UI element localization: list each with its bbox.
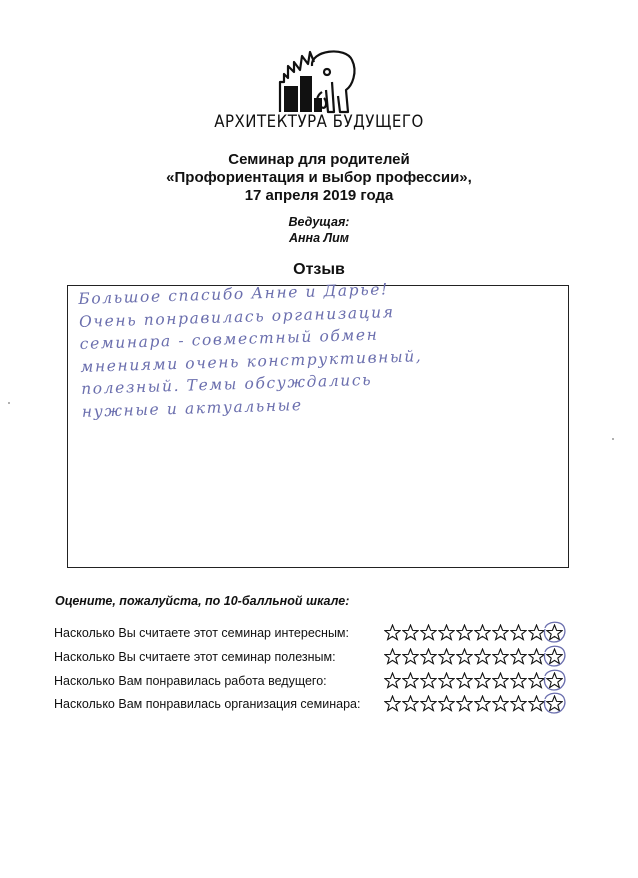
star-icon[interactable] <box>456 648 473 665</box>
star-icon[interactable] <box>456 624 473 641</box>
review-line: семинара - совместный обмен <box>79 325 379 353</box>
star-icon[interactable] <box>420 648 437 665</box>
question-text: Насколько Вам понравилась организация семинара: <box>54 697 361 711</box>
scan-speck <box>612 438 614 440</box>
star-icon[interactable] <box>510 695 527 712</box>
star-icon[interactable] <box>384 648 401 665</box>
title-line: Семинар для родителей <box>228 151 410 168</box>
score-circle-mark <box>541 690 567 716</box>
review-heading: Отзыв <box>293 261 345 278</box>
score-circle-mark <box>541 643 567 669</box>
star-rating <box>384 648 563 665</box>
review-box <box>67 280 569 568</box>
star-icon[interactable] <box>402 695 419 712</box>
review-line: Очень понравилась организация <box>78 302 395 331</box>
rating-prompt: Оцените, пожалуйста, по 10-балльной шкале: <box>55 594 350 608</box>
star-icon[interactable] <box>402 648 419 665</box>
star-icon[interactable] <box>474 648 491 665</box>
rating-row <box>54 624 594 644</box>
host-label: Ведущая: <box>288 215 350 229</box>
star-icon[interactable] <box>438 672 455 689</box>
star-rating <box>384 672 563 689</box>
rating-row <box>54 695 594 715</box>
title-line: «Профориентация и выбор профессии», <box>166 169 472 186</box>
star-icon[interactable] <box>384 624 401 641</box>
review-line: Большое спасибо Анне и Дарье! <box>78 280 390 308</box>
rating-row <box>54 672 594 692</box>
star-icon[interactable] <box>474 624 491 641</box>
title-line: 17 апреля 2019 года <box>244 187 394 204</box>
review-line: нужные и актуальные <box>81 395 303 421</box>
star-icon[interactable] <box>492 648 509 665</box>
score-circle-mark <box>541 619 567 645</box>
rating-row <box>54 648 594 668</box>
star-icon[interactable] <box>384 695 401 712</box>
star-icon[interactable] <box>510 648 527 665</box>
star-icon[interactable] <box>402 672 419 689</box>
star-icon[interactable] <box>510 624 527 641</box>
star-icon[interactable] <box>456 672 473 689</box>
question-text: Насколько Вы считаете этот семинар полезным: <box>54 650 336 664</box>
star-icon[interactable] <box>420 624 437 641</box>
star-rating <box>384 695 563 712</box>
star-icon[interactable] <box>420 672 437 689</box>
star-icon[interactable] <box>492 695 509 712</box>
star-icon[interactable] <box>420 695 437 712</box>
star-icon[interactable] <box>438 624 455 641</box>
star-rating <box>384 624 563 641</box>
star-icon[interactable] <box>384 672 401 689</box>
question-text: Насколько Вам понравилась работа ведущего: <box>54 674 327 688</box>
host-name: Анна Лим <box>288 231 350 245</box>
scan-speck <box>8 402 10 404</box>
star-icon[interactable] <box>438 695 455 712</box>
star-icon[interactable] <box>474 695 491 712</box>
review-line: полезный. Темы обсуждались <box>80 370 373 398</box>
star-icon[interactable] <box>456 695 473 712</box>
elephant-logo-icon <box>276 42 360 114</box>
review-text <box>78 273 562 423</box>
star-icon[interactable] <box>492 672 509 689</box>
star-icon[interactable] <box>474 672 491 689</box>
star-icon[interactable] <box>510 672 527 689</box>
star-icon[interactable] <box>402 624 419 641</box>
seminar-title <box>0 151 638 205</box>
host-info <box>0 214 638 246</box>
star-icon[interactable] <box>492 624 509 641</box>
star-icon[interactable] <box>438 648 455 665</box>
review-line: мнениями очень конструктивный, <box>80 346 423 376</box>
brand-name: АРХИТЕКТУРА БУДУЩЕГО <box>214 110 424 132</box>
question-text: Насколько Вы считаете этот семинар интересным: <box>54 626 349 640</box>
